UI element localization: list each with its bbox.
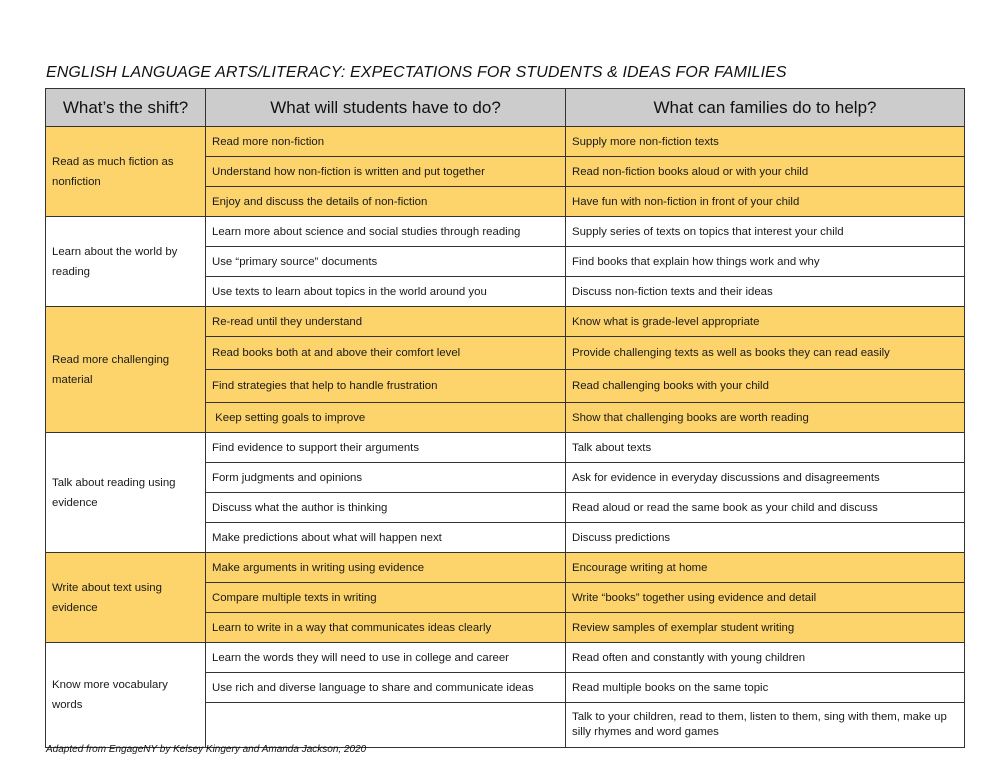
table-row [46, 433, 965, 463]
shift-cell: Read more challenging material [46, 307, 206, 433]
family-idea-cell: Supply more non-fiction texts [566, 127, 965, 157]
student-task-cell: Make predictions about what will happen next [206, 523, 566, 553]
table-row [46, 217, 965, 247]
family-idea-cell: Provide challenging texts as well as books they can read easily [566, 337, 965, 370]
expectations-table [45, 88, 965, 748]
family-idea-cell: Write “books” together using evidence and detail [566, 583, 965, 613]
shift-cell: Know more vocabulary words [46, 643, 206, 748]
header-families: What can families do to help? [566, 89, 965, 127]
student-task-cell: Find evidence to support their arguments [206, 433, 566, 463]
family-idea-cell: Have fun with non-fiction in front of your child [566, 187, 965, 217]
student-task-cell: Understand how non-fiction is written and put together [206, 157, 566, 187]
family-idea-cell: Discuss non-fiction texts and their ideas [566, 277, 965, 307]
family-idea-cell: Read non-fiction books aloud or with your child [566, 157, 965, 187]
student-task-cell: Learn more about science and social studies through reading [206, 217, 566, 247]
student-task-cell: Compare multiple texts in writing [206, 583, 566, 613]
attribution-footer: Adapted from EngageNY by Kelsey Kingery and Amanda Jackson, 2020 [46, 744, 367, 755]
family-idea-cell: Supply series of texts on topics that interest your child [566, 217, 965, 247]
family-idea-cell: Read challenging books with your child [566, 370, 965, 403]
table-header-row [46, 89, 965, 127]
student-task-cell: Form judgments and opinions [206, 463, 566, 493]
student-task-cell: Discuss what the author is thinking [206, 493, 566, 523]
document-title: ENGLISH LANGUAGE ARTS/LITERACY: EXPECTATIONS FOR STUDENTS & IDEAS FOR FAMILIES [46, 64, 787, 81]
table-row [46, 553, 965, 583]
student-task-cell: Learn to write in a way that communicates ideas clearly [206, 613, 566, 643]
header-shift: What’s the shift? [46, 89, 206, 127]
student-task-cell: Read more non-fiction [206, 127, 566, 157]
family-idea-cell: Review samples of exemplar student writing [566, 613, 965, 643]
student-task-cell: Make arguments in writing using evidence [206, 553, 566, 583]
table-body [46, 127, 965, 748]
family-idea-cell: Read often and constantly with young children [566, 643, 965, 673]
family-idea-cell: Ask for evidence in everyday discussions and disagreements [566, 463, 965, 493]
shift-cell: Learn about the world by reading [46, 217, 206, 307]
family-idea-cell: Discuss predictions [566, 523, 965, 553]
student-task-cell [206, 703, 566, 748]
student-task-cell: Keep setting goals to improve [206, 403, 566, 433]
student-task-cell: Re-read until they understand [206, 307, 566, 337]
student-task-cell: Use rich and diverse language to share and communicate ideas [206, 673, 566, 703]
table-row [46, 127, 965, 157]
family-idea-cell: Read aloud or read the same book as your child and discuss [566, 493, 965, 523]
family-idea-cell: Talk about texts [566, 433, 965, 463]
shift-cell: Read as much fiction as nonfiction [46, 127, 206, 217]
family-idea-cell: Talk to your children, read to them, listen to them, sing with them, make up silly rhymes and word games [566, 703, 965, 748]
student-task-cell: Learn the words they will need to use in college and career [206, 643, 566, 673]
family-idea-cell: Know what is grade-level appropriate [566, 307, 965, 337]
header-students: What will students have to do? [206, 89, 566, 127]
student-task-cell: Use “primary source” documents [206, 247, 566, 277]
table-row [46, 643, 965, 673]
shift-cell: Talk about reading using evidence [46, 433, 206, 553]
shift-cell: Write about text using evidence [46, 553, 206, 643]
student-task-cell: Enjoy and discuss the details of non-fiction [206, 187, 566, 217]
family-idea-cell: Encourage writing at home [566, 553, 965, 583]
student-task-cell: Read books both at and above their comfort level [206, 337, 566, 370]
family-idea-cell: Show that challenging books are worth reading [566, 403, 965, 433]
student-task-cell: Use texts to learn about topics in the world around you [206, 277, 566, 307]
table-row [46, 307, 965, 337]
student-task-cell: Find strategies that help to handle frustration [206, 370, 566, 403]
family-idea-cell: Read multiple books on the same topic [566, 673, 965, 703]
family-idea-cell: Find books that explain how things work and why [566, 247, 965, 277]
